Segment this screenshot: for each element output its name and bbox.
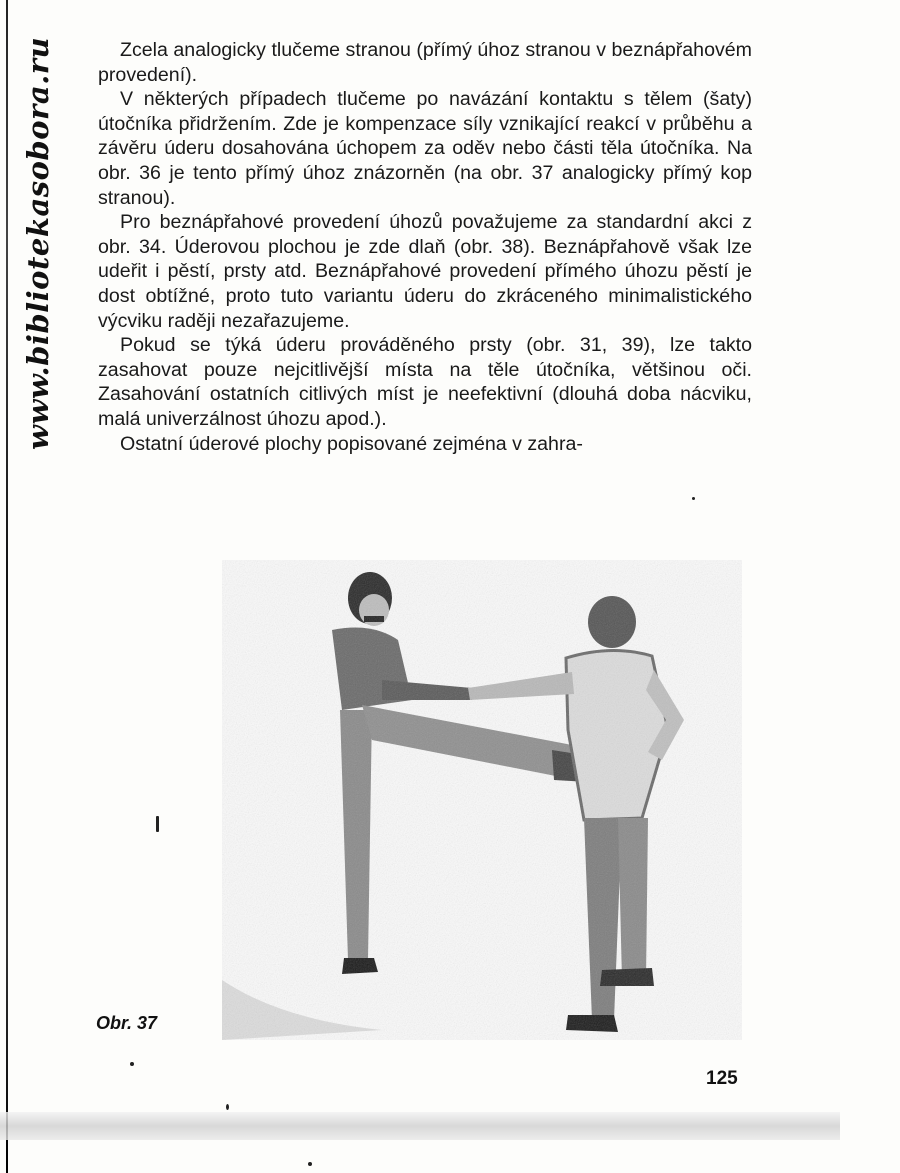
paragraph-2: V některých případech tlučeme po navázání kontaktu s tělem (šaty) útočníka přidržením. Zde je kompenzace síly vznikající reakcí v průběhu a závěru úderu dosahována úchopem za oděv nebo části těla útočníka. Na obr. 36 je tento přímý úhoz znázorněn (na obr. 37 analogicky přímý kop stranou). — [98, 88, 752, 209]
scan-speck — [130, 1062, 134, 1066]
body-text — [98, 38, 752, 456]
figure-caption: Obr. 37 — [96, 1013, 158, 1033]
scan-speck — [692, 497, 695, 500]
page-number: 125 — [706, 1068, 738, 1089]
scan-speck — [308, 1162, 312, 1166]
paragraph-4: Pokud se týká úderu prováděného prsty (obr. 31, 39), lze takto zasahovat pouze nejcitlivější místa na těle útočníka, většinou oči. Zasahování ostatních citlivých míst je neefektivní (dlouhá doba nácviku, malá univerzálnost úhozu apod.). — [98, 334, 752, 430]
paragraph-5: Ostatní úderové plochy popisované zejména v zahra- — [120, 432, 583, 455]
scan-bottom-edge — [0, 1112, 840, 1140]
scan-speck — [156, 816, 159, 832]
scan-speck — [226, 1104, 229, 1110]
figure-photo — [222, 560, 742, 1040]
paragraph-1: Zcela analogicky tlučeme stranou (přímý úhoz stranou v beznápřahovém provedení). — [98, 39, 752, 86]
watermark: www.bibliotekasobora.ru — [21, 36, 55, 450]
paragraph-3: Pro beznápřahové provedení úhozů považujeme za standardní akci z obr. 34. Úderovou plochou je zde dlaň (obr. 38). Beznápřahově však lze udeřit i pěstí, prsty atd. Beznápřahové provedení přímého úhozu pěstí je dost obtížné, proto tuto variantu úderu do zkráceného minimalistického výcviku raději nezařazujeme. — [98, 211, 752, 332]
